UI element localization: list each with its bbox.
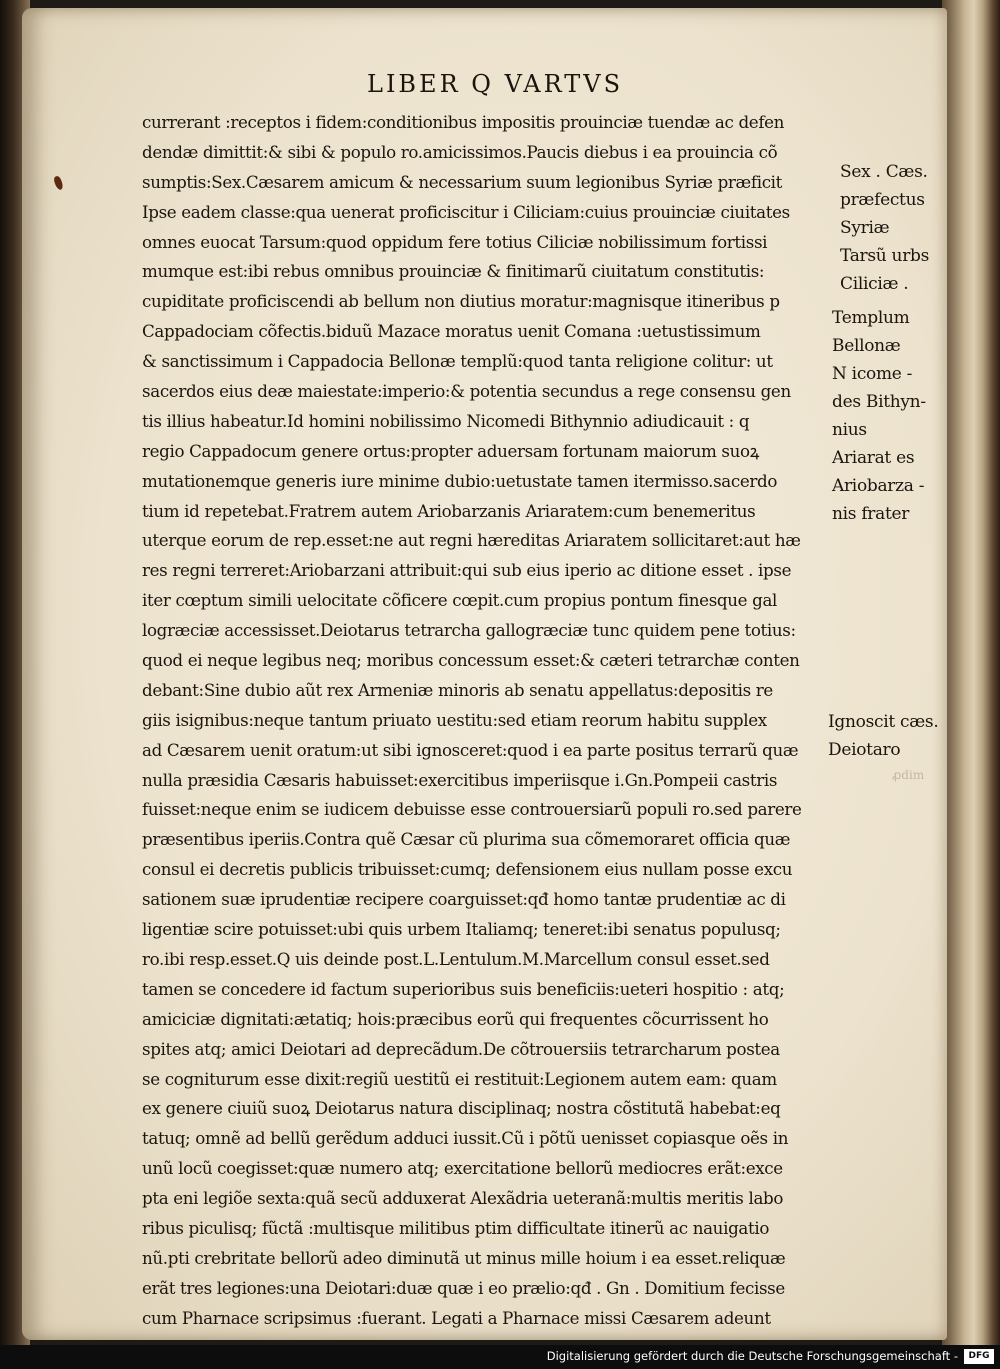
marginal-note-line: Ariobarza - <box>832 476 925 496</box>
marginal-note-line: Tarsũ urbs <box>840 246 930 266</box>
text-line: regio Cappadocum genere ortus:propter aduersam fortunam maiorum suoꝝ <box>142 440 760 461</box>
text-line: iter cœptum simili uelocitate cõficere cœpit.cum propius pontum finesque gal <box>142 590 778 611</box>
text-line: mutationemque generis iure minime dubio:uetustate tamen itermisso.sacerdo <box>142 470 778 491</box>
text-line: tatuq; omnẽ ad bellũ gerẽdum adduci iussit.Cũ i põtũ uenisset copiasque oẽs in <box>142 1128 789 1149</box>
text-line: Cappadociam cõfectis.biduũ Mazace moratus uenit Comana :uetustissimum <box>142 321 761 342</box>
text-line: dendæ dimittit:& sibi & populo ro.amicissimos.Paucis diebus i ea prouincia cõ <box>142 141 778 162</box>
marginal-note-line: nis frater <box>832 504 910 524</box>
book-page <box>22 8 947 1340</box>
digitization-footer <box>0 1345 1000 1369</box>
text-line: tium id repetebat.Fratrem autem Ariobarzanis Ariaratem:cum benemeritus <box>142 500 756 521</box>
text-line: tis illius habeatur.Id homini nobilissimo Nicomedi Bithynnio adiudicauit : q <box>142 410 750 431</box>
text-line: ro.ibi resp.esset.Q uis deinde post.L.Lentulum.M.Marcellum consul esset.sed <box>142 948 770 969</box>
text-line: debant:Sine dubio aũt rex Armeniæ minoris ab senatu appellatus:depositis re <box>142 679 773 700</box>
text-line: currerant :receptos i fidem:conditionibus impositis prouinciæ tuendæ ac defen <box>142 112 785 132</box>
marginal-note-line: Syriæ <box>840 218 890 238</box>
marginal-note-temple-bellona <box>832 304 962 528</box>
dfg-logo: DFG <box>964 1349 994 1364</box>
text-line: consul ei decretis publicis tribuisset:cumq; defensionem eius nullam posse excu <box>142 859 793 880</box>
marginal-note-line: Ariarat es <box>832 448 915 468</box>
marginal-note-line: Bellonæ <box>832 336 901 356</box>
text-line: ad Cæsarem uenit oratum:ut sibi ignosceret:quod i ea parte positus terrarũ quæ <box>142 739 799 760</box>
marginal-note-line: Ciliciæ . <box>840 274 909 294</box>
text-line: spites atq; amici Deiotari ad deprecãdum.De cõtrouersiis tetrarcharum postea <box>142 1038 780 1059</box>
text-line: sationem suæ iprudentiæ recipere coarguisset:qđ homo tantæ prudentiæ ac di <box>142 889 786 910</box>
text-line: Ipse eadem classe:qua uenerat proficiscitur i Ciliciam:cuius prouinciæ ciuitates <box>142 201 790 222</box>
marginal-note-line: Templum <box>832 308 910 328</box>
main-text-block <box>142 108 832 1334</box>
text-line: tamen se concedere id factum superioribus suis beneficiis:ueteri hospitio : atq; <box>142 978 785 999</box>
marginal-note-line: Deiotaro <box>828 740 901 760</box>
text-line: præsentibus iperiis.Contra quẽ Cæsar cũ plurima sua cõmemoraret officia quæ <box>142 829 791 850</box>
text-line: giis isignibus:neque tantum priuato uestitu:sed etiam reorum habitu supplex <box>142 709 767 730</box>
text-line: pta eni legiõe sexta:quã secũ adduxerat Alexãdria ueteranã:multis meritis labo <box>142 1188 784 1209</box>
text-line: nulla præsidia Cæsaris habuisset:exercitibus imperiisque i.Gn.Pompeii castris <box>142 769 778 790</box>
marginal-note-line: N icome - <box>832 364 913 384</box>
marginal-note-line: Ignoscit cæs. <box>828 712 939 732</box>
text-line: quod ei neque legibus neq; moribus concessum esset:& cæteri tetrarchæ conten <box>142 650 800 671</box>
marginal-note-line: nius <box>832 420 867 440</box>
text-line: uterque eorum de rep.esset:ne aut regni hæreditas Ariaratem sollicitaret:aut hæ <box>142 530 801 551</box>
text-line: nũ.pti crebritate bellorũ adeo diminutã ut minus mille hoium i ea esset.reliquæ <box>142 1247 786 1268</box>
marginal-note-sextus-caesar <box>840 158 970 298</box>
marginal-note-line: Sex . Cæs. <box>840 162 928 182</box>
text-line: logræciæ accessisset.Deiotarus tetrarcha gallogræciæ tunc quidem pene totius: <box>142 620 796 641</box>
text-line: mumque est:ibi rebus omnibus prouinciæ & finitimarũ ciuitatum constitutis: <box>142 261 765 282</box>
ink-mark <box>53 175 64 191</box>
running-title: LIBER Q VARTVS <box>367 70 624 98</box>
text-line: ligentiæ scire potuisset:ubi quis urbem Italiamq; teneret:ibi senatus populusq; <box>142 919 781 940</box>
text-line: erãt tres legiones:una Deiotari:duæ quæ i eo prælio:qđ . Gn . Domitium fecisse <box>142 1277 785 1298</box>
text-line: sacerdos eius deæ maiestate:imperio:& potentia secundus a rege consensu gen <box>142 381 791 402</box>
text-line: unũ locũ coegisset:quæ numero atq; exercitatione bellorũ mediocres erãt:exce <box>142 1158 783 1179</box>
text-line: amiciciæ dignitati:ætatiq; hois:præcibus eorũ qui frequentes cõcurrissent ho <box>142 1008 769 1029</box>
text-line: fuisset:neque enim se iudicem debuisse esse controuersiarũ populi ro.sed parere <box>142 799 802 820</box>
text-line: & sanctissimum i Cappadocia Bellonæ templũ:quod tanta religione colitur: ut <box>142 351 773 372</box>
text-line: ribus piculisq; fũctã :multisque militibus ptim difficultate itinerũ ac nauigatio <box>142 1217 770 1238</box>
marginal-note-line: præfectus <box>840 190 925 210</box>
show-through-text: ꝓdim <box>892 768 925 782</box>
text-line: ex genere ciuiũ suoꝝ Deiotarus natura disciplinaq; nostra cõstitutã habebat:eq <box>142 1098 781 1119</box>
text-line: omnes euocat Tarsum:quod oppidum fere totius Ciliciæ nobilissimum fortissi <box>142 231 768 252</box>
text-line: se cogniturum esse dixit:regiũ uestitũ ei restituit:Legionem autem eam: quam <box>142 1068 777 1089</box>
text-line: res regni terreret:Ariobarzani attribuit:qui sub eius iperio ac ditione esset . ipse <box>142 560 792 581</box>
text-line: cum Pharnace scripsimus :fuerant. Legati a Pharnace missi Cæsarem adeunt <box>142 1307 771 1328</box>
text-line: sumptis:Sex.Cæsarem amicum & necessarium suum legionibus Syriæ præficit <box>142 171 783 192</box>
marginal-note-ignoscit <box>828 708 958 764</box>
funding-credit: Digitalisierung gefördert durch die Deutsche Forschungsgemeinschaft - <box>546 1349 958 1363</box>
marginal-note-line: des Bithyn- <box>832 392 926 412</box>
text-line: cupiditate proficiscendi ab bellum non diutius moratur:magnisque itineribus p <box>142 291 780 312</box>
